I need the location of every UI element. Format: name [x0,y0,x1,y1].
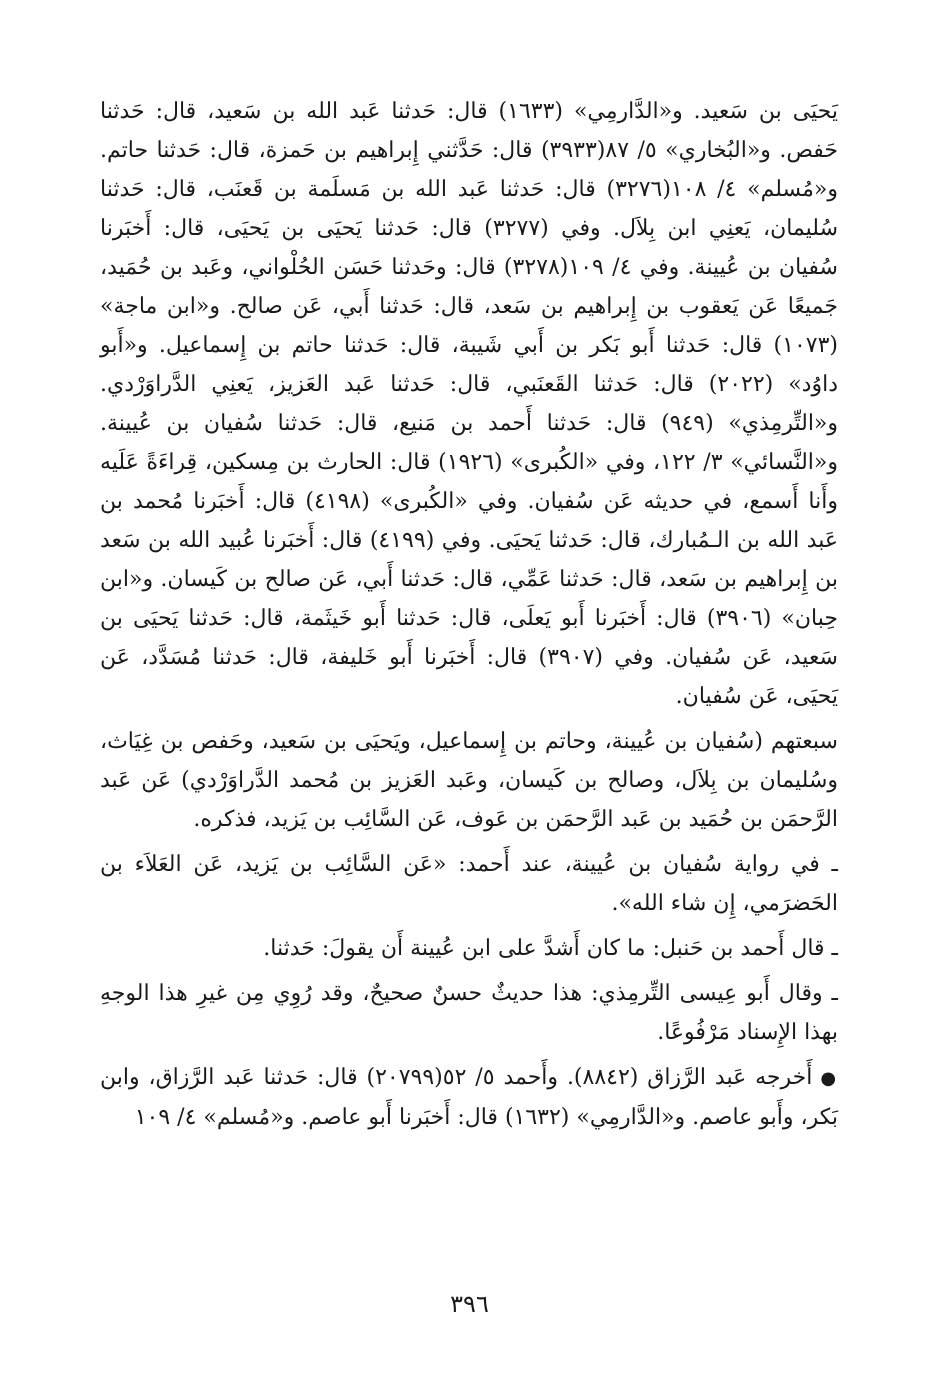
note-tirmidhi-paragraph: ـ وقال أَبو عِيسى التِّرمِذي: هذا حديثٌ حسنٌ صحيحٌ، وقد رُوِي مِن غيرِ هذا الوجهِ بهذا الإِسناد مَرْفُوعًا. [100,981,838,1045]
bullet-paragraph [100,1058,838,1137]
page-number: ٣٩٦ [450,1290,489,1318]
page-body [100,92,838,1137]
bullet-icon: ● [820,1068,838,1089]
note-sufyan-paragraph: ـ في رواية سُفيان بن عُيينة، عند أَحمد: «عَن السَّائِب بن يَزيد، عَن العَلاَء بن الحَضرَمي، إِن شاء الله». [100,852,838,916]
summary-paragraph: سبعتهم (سُفيان بن عُيينة، وحاتم بن إِسماعيل، ويَحيَى بن سَعيد، وحَفص بن غِيَاث، وسُليمان بن بِلاَل، وصالح بن كَيسان، وعَبد العَزيز بن مُحمد الدَّراوَرْدي) عَن عَبد الرَّحمَن بن حُمَيد بن عَبد الرَّحمَن بن عَوف، عَن السَّائِب بن يَزيد، فذكره. [100,729,838,832]
note-ahmad-paragraph: ـ قال أَحمد بن حَنبل: ما كان أَشدَّ على ابن عُيينة أَن يقولَ: حَدثنا. [263,936,838,961]
takhrij-paragraph: يَحيَى بن سَعيد. و«الدَّارمِي» (١٦٣٣) قال: حَدثنا عَبد الله بن سَعيد، قال: حَدثنا حَفص. و«البُخاري» ٥/ ٨٧(٣٩٣٣) قال: حَدَّثني إِبراهيم بن حَمزة، قال: حَدثنا حاتم. و«مُسلم» ٤/ ١٠٨(٣٢٧٦) قال: حَدثنا عَبد الله بن مَسلَمة بن قَعنَب، قال: حَدثنا سُليمان، يَعنِي ابن بِلاَل. وفي (٣٢٧٧) قال: حَدثنا يَحيَى بن يَحيَى، قال: أَخبَرنا سُفيان بن عُيينة. وفي ٤/ ١٠٩(٣٢٧٨) قال: وحَدثنا حَسَن الحُلْواني، وعَبد بن حُمَيد، جَميعًا عَن يَعقوب بن إِبراهيم بن سَعد، قال: حَدثنا أَبي، عَن صالح. و«ابن ماجة» (١٠٧٣) قال: حَدثنا أَبو بَكر بن أَبي شَيبة، قال: حَدثنا حاتم بن إِسماعيل. و«أَبو داوُد» (٢٠٢٢) قال: حَدثنا القَعنَبي، قال: حَدثنا عَبد العَزيز، يَعنِي الدَّراوَرْدي. و«التِّرمِذي» (٩٤٩) قال: حَدثنا أَحمد بن مَنيع، قال: حَدثنا سُفيان بن عُيينة. و«النَّسائي» ٣/ ١٢٢، وفي «الكُبرى» (١٩٢٦) قال: الحارث بن مِسكين، قِراءَةً عَلَيه وأَنا أَسمع، في حديثه عَن سُفيان. وفي «الكُبرى» (٤١٩٨) قال: أَخبَرنا مُحمد بن عَبد الله بن الـمُبارك، قال: حَدثنا يَحيَى. وفي (٤١٩٩) قال: أَخبَرنا عُبيد الله بن سَعد بن إِبراهيم بن سَعد، قال: حَدثنا عَمِّي، قال: حَدثنا أَبي، عَن صالح بن كَيسان. و«ابن حِبان» (٣٩٠٦) قال: أَخبَرنا أَبو يَعلَى، قال: حَدثنا أَبو خَيثَمة، قال: حَدثنا يَحيَى بن سَعيد، عَن سُفيان. وفي (٣٩٠٧) قال: أَخبَرنا أَبو خَليفة، قال: حَدثنا مُسَدَّد، عَن يَحيَى، عَن سُفيان. [100,99,839,709]
bullet-text: أَخرجه عَبد الرَّزاق (٨٨٤٢). وأَحمد ٥/ ٥٢(٢٠٧٩٩) قال: حَدثنا عَبد الرَّزاق، وابن بَكر، وأَبو عاصم. و«الدَّارمِي» (١٦٣٢) قال: أَخبَرنا أَبو عاصم. و«مُسلم» ٤/ ١٠٩ [100,1065,838,1130]
